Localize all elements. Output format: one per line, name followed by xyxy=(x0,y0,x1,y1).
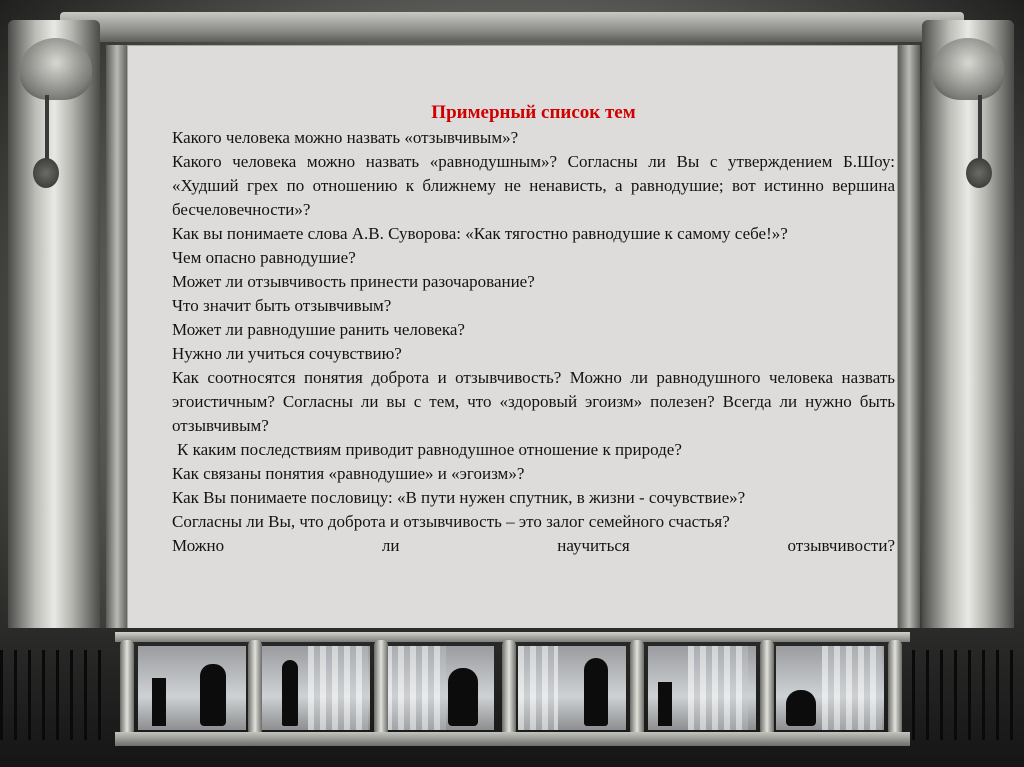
question-item: Можно ли научиться отзывчивости? xyxy=(172,536,895,555)
medallion-right xyxy=(966,158,992,188)
curtain xyxy=(688,646,748,730)
iron-fence-right xyxy=(912,650,1024,740)
question-item: Что значит быть отзывчивым? xyxy=(172,296,392,315)
question-item: Может ли отзывчивость принести разочарование? xyxy=(172,272,535,291)
silhouette-scene xyxy=(518,646,626,730)
question-item: Какого человека можно назвать «равнодушным»? Согласны ли Вы с утверждением Б.Шоу: «Худший грех по отношению к ближнему не ненависть, а равнодушие; вот истинно вершина бесчеловечности»? xyxy=(172,152,895,219)
baluster xyxy=(374,640,388,735)
question-item: Какого человека можно назвать «отзывчивым»? xyxy=(172,128,519,147)
iron-fence-left xyxy=(0,650,112,740)
inner-pillar-right xyxy=(898,45,920,645)
silhouette-scene xyxy=(386,646,494,730)
top-cornice xyxy=(60,12,964,42)
question-item: Как соотносятся понятия доброта и отзывчивость? Можно ли равнодушного человека назвать эгоистичным? Согласны ли вы с тем, что «здоровый эгоизм» полезен? Всегда ли нужно быть отзывчивым? xyxy=(172,368,895,435)
question-item: Может ли равнодушие ранить человека? xyxy=(172,320,465,339)
silhouette-figure xyxy=(584,658,608,726)
question-item: Чем опасно равнодушие? xyxy=(172,248,356,267)
silhouette-scene xyxy=(648,646,756,730)
question-item: Как Вы понимаете пословицу: «В пути нужен спутник, в жизни - сочувствие»? xyxy=(172,488,746,507)
silhouette-figure xyxy=(200,664,226,726)
question-item: Как связаны понятия «равнодушие» и «эгоизм»? xyxy=(172,464,525,483)
balustrade-bottom-rail xyxy=(115,732,910,746)
silhouette-figure xyxy=(282,660,298,726)
lion-head-ornament-left xyxy=(20,38,92,100)
silhouette-scene xyxy=(262,646,370,730)
baluster xyxy=(630,640,644,735)
curtain xyxy=(518,646,558,730)
silhouette-scene xyxy=(138,646,246,730)
medallion-left xyxy=(33,158,59,188)
slide-title: Примерный список тем xyxy=(431,102,636,123)
baluster xyxy=(502,640,516,735)
silhouette-scene xyxy=(776,646,884,730)
baluster xyxy=(120,640,134,735)
curtain xyxy=(386,646,446,730)
question-item: Как вы понимаете слова А.В. Суворова: «Как тягостно равнодушие к самому себе!»? xyxy=(172,224,788,243)
inner-pillar-left xyxy=(106,45,128,645)
silhouette-figure xyxy=(152,678,166,726)
silhouette-figure xyxy=(786,690,816,726)
question-item: Нужно ли учиться сочувствию? xyxy=(172,344,402,363)
baluster xyxy=(248,640,262,735)
question-item: К каким последствиям приводит равнодушное отношение к природе? xyxy=(177,440,682,459)
curtain xyxy=(308,646,368,730)
right-column xyxy=(922,20,1014,660)
question-item: Согласны ли Вы, что доброта и отзывчивость – это залог семейного счастья? xyxy=(172,512,730,531)
baluster xyxy=(888,640,902,735)
silhouette-figure xyxy=(448,668,478,726)
left-column xyxy=(8,20,100,660)
baluster xyxy=(760,640,774,735)
lion-head-ornament-right xyxy=(932,38,1004,100)
curtain xyxy=(822,646,882,730)
silhouette-figure xyxy=(658,682,672,726)
slide-content xyxy=(172,100,895,558)
